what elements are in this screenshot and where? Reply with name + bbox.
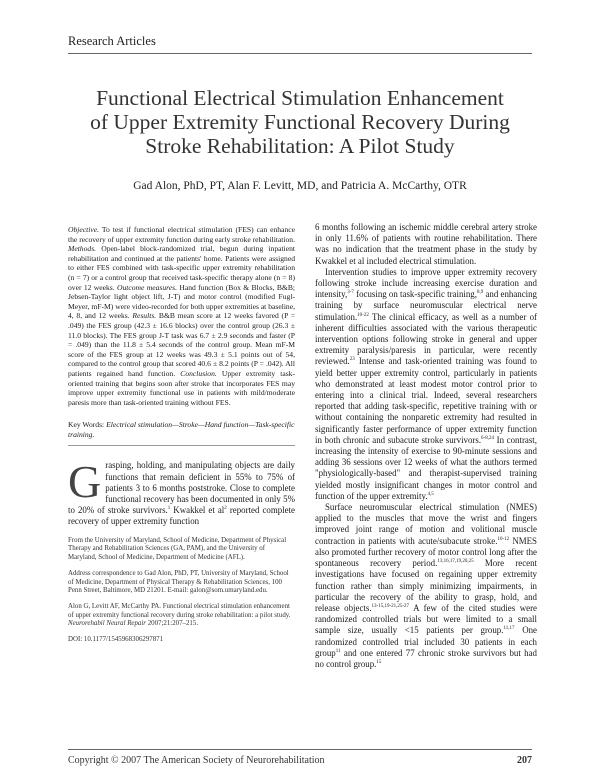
intro-paragraph (68, 456, 295, 527)
body-text: The clinical efficacy, as well as a number of inherent difficulties associated with the various therapeutic intervention options following stroke in general and upper extremity paralysis/paresis in particular, were recently reviewed. (315, 311, 537, 367)
doi: DOI: 10.1177/1545968306297871 (68, 636, 164, 644)
title-line: of Upper Extremity Functional Recovery During (90, 110, 510, 134)
right-column (315, 222, 537, 670)
keywords-divider (68, 445, 295, 446)
reference-sup: 10-12 (497, 536, 510, 542)
reference-sup: 11 (335, 648, 341, 654)
reference-sup: 6-8,24 (481, 435, 494, 441)
reference-sup: 11,17 (503, 626, 515, 632)
citation-journal: Neurorehabil Neural Repair (68, 620, 146, 628)
copyright: Copyright © 2007 The American Society of Neurorehabilitation (68, 755, 325, 766)
header-divider (68, 53, 532, 54)
reference-sup: 4,5 (427, 491, 434, 497)
left-column (68, 225, 295, 652)
body-text: A few of the cited studies were randomized controlled trials but were limited to a small sample size, usually <15 patients per group. (315, 602, 537, 636)
body-text: NMES also promoted further recovery of motor control long after the spontaneous recovery period. (315, 535, 537, 569)
abstract-objective: To test if functional electrical stimulation (FES) can enhance the recovery of upper extremity function during early stroke rehabilitation. (68, 225, 296, 244)
body-text: and enhancing training by surface neuromuscular electrical nerve stimulation. (315, 289, 537, 322)
affiliation-note: From the University of Maryland, School of Medicine, Department of Physical Therapy and Rehabilitation Sciences (GA, PAM), and the University of Maryland, School of Medicine, Department of Medicine (AFL). (68, 536, 287, 562)
reference-sup: 15 (376, 659, 382, 665)
intro-text: Kwakkel et al (170, 505, 225, 516)
correspondence-note: Address correspondence to Gad Alon, PhD, PT, University of Maryland, School of Medicine, Department of Physical Therapy & Rehabilitation Sciences, 100 Penn Street, Baltimore, MD 21201. E-mail: galon@som.umaryland.edu. (68, 569, 289, 595)
body-text: Surface neuromuscular electrical stimulation (NMES) applied to the muscles that move the wrist and fingers improved joint range of motion and volitional muscle contraction in patients with acute/subacute stroke. (315, 502, 537, 546)
citation-text: Alon G, Levitt AF, McCarthy PA. Functional electrical stimulation enhancement of upper extremity functional recovery during stroke rehabilitation: a pilot study. (68, 602, 291, 619)
reference-sup: 13,16,17,19,20,25 (437, 559, 474, 565)
keywords-text: Electrical stimulation—Stroke—Hand function—Task-specific training. (68, 420, 295, 439)
body-text: In contrast, increasing the intensity of exercise to 90-minute sessions and adding 36 sessions over 12 weeks of what the authors termed "physiologically-based" and therapist-supervised training yielded mostly insignificant changes in motor control and function of the upper extremity. (315, 434, 537, 501)
body-text: Intervention studies to improve upper extremity recovery following stroke include increasing exercise duration and intensity, (315, 266, 537, 300)
keywords-label: Key Words: (68, 420, 105, 430)
reference-sup: 13-15,19-21,25-27 (371, 603, 410, 609)
title-line: Stroke Rehabilitation: A Pilot Study (145, 134, 455, 158)
intro-text: reported complete recovery of upper extremity function (68, 505, 295, 527)
body-text: More recent investigations have focused on regaining upper extremity function rather than simply minimizing impairments, in particular the recovery of the ability to grasp, hold, and release objects. (315, 558, 537, 613)
reference-sup: 3-7 (347, 290, 354, 296)
abstract-methods: Open-label block-randomized trial, begun during inpatient rehabilitation and continued at the patients' home. Patients were assigned to either FES combined with task-specific upper extremity rehabilitation (n = 7) or a control group that received task-specific therapy alone (n = 8) over 12 weeks. (68, 244, 295, 292)
title-line: Functional Electrical Stimulation Enhancement (96, 86, 504, 110)
section-label: Research Articles (68, 34, 156, 48)
body-text: One randomized controlled trial included 30 patients in each group (315, 625, 537, 658)
footer-divider (68, 749, 532, 750)
abstract-objective-label: Objective. (68, 225, 99, 234)
citation-volume: 2007;21:207–215. (147, 620, 199, 628)
keywords (68, 420, 295, 439)
author-list: Gad Alon, PhD, PT, Alan F. Levitt, MD, and Patricia A. McCarthy, OTR (133, 180, 467, 192)
intro-text: rasping, holding, and manipulating objects are daily functions that remain deficient in 55% to 75% of patients 3 to 6 months poststroke. Close to complete functional recovery has been documented in only 5% to 20% of stroke survivors. (68, 460, 295, 516)
reference-sup: 1 (167, 506, 171, 512)
reference-sup: 10-22 (357, 312, 369, 318)
abstract-conclusion: Upper extremity task-oriented training that begins soon after stroke that incorporates FES may improve upper extremity functional use in patients with mild/moderate paresis more than task-oriented training without FES. (68, 368, 296, 407)
body-paragraph (315, 267, 537, 502)
abstract (68, 225, 295, 407)
body-text: and one entered 77 chronic stroke survivors but had no control group. (315, 647, 537, 669)
abstract-outcome: Hand function (Box & Blocks, B&B; Jebsen-Taylor light object lift, J-T) and motor control (modified Fugl-Meyer, mF-M) were video-recorded for both upper extremities at baseline, 4, 8, and 12 weeks. (68, 282, 295, 321)
abstract-results: B&B mean score at 12 weeks favored (P = .049) the FES group (42.3 ± 16.6 blocks) over the control group (26.3 ± 11.0 blocks). The FES group J-T task was 6.7 ± 2.9 seconds and faster (P = .049) than the 11.8 ± 5.4 seconds of the control group. Mean mF-M score of the FES group at 12 weeks was 49.3 ± 5.1 points out of 54, compared to the control group that scored 40.6 ± 8.2 points (P = .042). All patients regained hand function. (68, 311, 295, 378)
abstract-conclusion-label: Conclusion. (180, 368, 217, 378)
abstract-outcome-label: Outcome measures. (116, 282, 178, 292)
abstract-methods-label: Methods. (68, 244, 97, 254)
front-matter-notes (68, 537, 295, 645)
citation-note (68, 603, 295, 629)
body-paragraph: 6 months following an ischemic middle cerebral artery stroke in only 11.6% of patients with routine rehabilitation. There was no indication that the treatment phase in the study by Kwakkel et al included electrical stimulation. (315, 222, 537, 266)
page-number: 207 (517, 755, 532, 766)
body-text: focusing on task-specific training, (353, 289, 477, 300)
reference-sup: 23 (349, 357, 355, 363)
body-paragraph (315, 502, 537, 670)
abstract-results-label: Results. (132, 311, 157, 321)
article-title (68, 86, 532, 158)
drop-cap: G (68, 456, 102, 508)
reference-sup: 8,9 (476, 290, 484, 296)
body-text: Intense and task-oriented training was found to yield better upper extremity control, particularly in patients who demonstrated at least modest motor control prior to entering into a clinical trial. Indeed, several researchers reported that adding task-specific, repetitive training with or without containing the nonparetic extremity had resulted in significantly faster performance of upper extremity function in both chronic and subacute stroke survivors. (315, 356, 537, 445)
reference-sup: 2 (224, 506, 227, 512)
